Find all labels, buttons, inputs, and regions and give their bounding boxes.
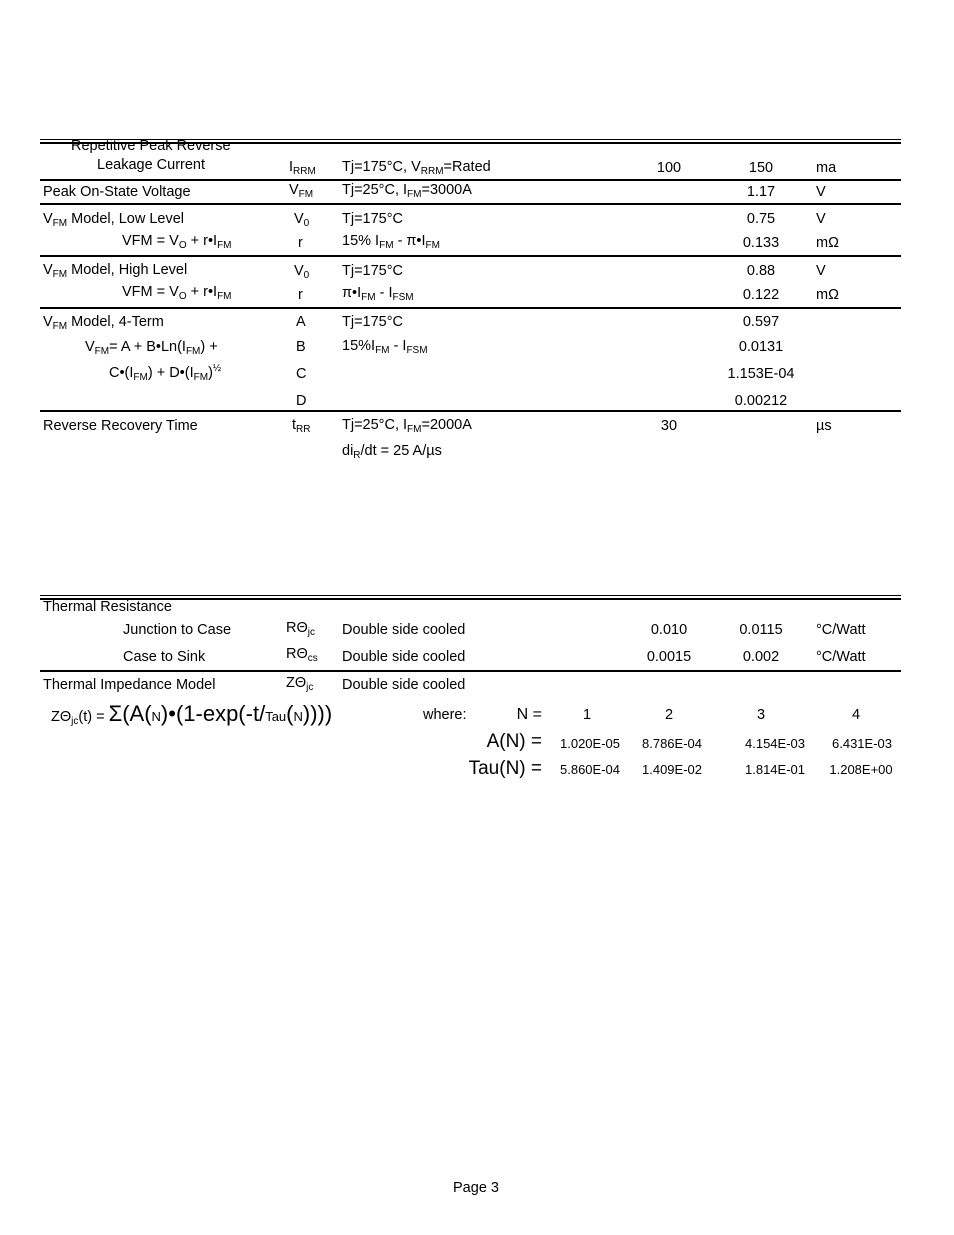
thermal-tau-4: 1.208E+00 bbox=[829, 762, 893, 777]
thermal-header: Thermal Resistance bbox=[43, 599, 172, 615]
row5-symbol-c: C bbox=[296, 366, 307, 382]
row-divider bbox=[40, 179, 901, 181]
thermal-model-label: Thermal Impedance Model bbox=[43, 677, 216, 693]
thermal-tau-1: 5.860E-04 bbox=[560, 762, 620, 777]
row4-formula: VFM = $V_O$ + $r•I_{FM}$ bbox=[122, 284, 232, 302]
row4-unit1: V bbox=[816, 263, 826, 279]
page-number: Page 3 bbox=[453, 1180, 499, 1196]
row1-typ: 100 bbox=[656, 160, 682, 176]
row3-condition1: Tj=175°C bbox=[342, 211, 404, 227]
row2-symbol: $V_{FM}$ bbox=[289, 182, 314, 200]
thermal-jc-label: Junction to Case bbox=[123, 622, 232, 638]
thermal-jc-min: 0.010 bbox=[650, 622, 688, 638]
row5-val-d: 0.00212 bbox=[734, 393, 788, 409]
row1-unit: ma bbox=[816, 160, 837, 176]
thermal-cs-label: Case to Sink bbox=[123, 649, 206, 665]
thermal-a-4: 6.431E-03 bbox=[832, 736, 892, 751]
row1-symbol: $I_{RRM}$ bbox=[289, 159, 316, 177]
thermal-jc-condition: Double side cooled bbox=[342, 622, 466, 638]
thermal-tau-3: 1.814E-01 bbox=[745, 762, 805, 777]
row3-val1: 0.75 bbox=[746, 211, 776, 227]
row6-symbol: $t_{RR}$ bbox=[292, 417, 311, 435]
row3-formula: VFM = $V_O$ + $r•I_{FM}$ bbox=[122, 233, 232, 251]
row5-symbol-d: D bbox=[296, 393, 307, 409]
row5-condition1: Tj=175°C bbox=[342, 314, 404, 330]
row1-max: 150 bbox=[748, 160, 774, 176]
thermal-where: where: bbox=[423, 707, 467, 723]
row4-condition2: $\pi•I_{FM} - I_{FSM}$ bbox=[342, 285, 414, 303]
row6-condition1: Tj=25°C, $I_{FM}=2000A$ bbox=[342, 417, 472, 435]
row-divider bbox=[40, 307, 901, 309]
row5-val-c: 1.153E-04 bbox=[727, 366, 795, 382]
row4-val1: 0.88 bbox=[746, 263, 776, 279]
row3-val2: 0.133 bbox=[742, 235, 780, 251]
row3-unit2: mΩ bbox=[816, 235, 839, 251]
thermal-cs-max: 0.002 bbox=[742, 649, 780, 665]
row5-symbol-b: B bbox=[296, 339, 306, 355]
row6-typ: 30 bbox=[660, 418, 678, 434]
thermal-model-symbol: $Z\Theta_{jc}$ bbox=[286, 675, 314, 693]
thermal-cs-min: 0.0015 bbox=[646, 649, 692, 665]
thermal-a-1: 1.020E-05 bbox=[560, 736, 620, 751]
row4-unit2: mΩ bbox=[816, 287, 839, 303]
row2-unit: V bbox=[816, 184, 826, 200]
thermal-cs-unit: °C/Watt bbox=[816, 649, 866, 665]
thermal-tau-2: 1.409E-02 bbox=[642, 762, 702, 777]
thermal-cs-symbol: $R\Theta_{cs}$ bbox=[286, 646, 318, 664]
thermal-jc-max: 0.0115 bbox=[739, 622, 783, 638]
row6-condition2: $di_R/dt = 25$ A/µs bbox=[342, 443, 442, 461]
row5-formula2: $C•(I_{FM})$ + $D•(I_{FM})^{\frac{1}{2}}$ bbox=[109, 363, 222, 383]
row5-val-a: 0.597 bbox=[742, 314, 780, 330]
thermal-top-rule bbox=[40, 595, 901, 596]
row6-param: Reverse Recovery Time bbox=[43, 418, 198, 434]
row4-param: $V_{FM}$ Model, High Level bbox=[43, 262, 188, 280]
row4-condition1: Tj=175°C bbox=[342, 263, 404, 279]
thermal-a-2: 8.786E-04 bbox=[642, 736, 702, 751]
thermal-row-divider bbox=[40, 670, 901, 672]
thermal-n-3: 3 bbox=[756, 707, 766, 723]
row4-symbol-v0: $V_0$ bbox=[294, 263, 310, 281]
row1-param-line2: Leakage Current bbox=[97, 157, 206, 173]
row4-symbol-r: r bbox=[298, 287, 303, 303]
row5-param: $V_{FM}$ Model, 4-Term bbox=[43, 314, 164, 332]
thermal-n-1: 1 bbox=[582, 707, 592, 723]
thermal-n-label: N = bbox=[516, 706, 542, 723]
row-divider bbox=[40, 255, 901, 257]
row3-condition2: 15% $I_{FM}$ - $\pi•I_{FM}$ bbox=[342, 233, 440, 251]
thermal-a-3: 4.154E-03 bbox=[745, 736, 805, 751]
row6-unit: µs bbox=[816, 418, 832, 434]
thermal-cs-condition: Double side cooled bbox=[342, 649, 466, 665]
row3-unit1: V bbox=[816, 211, 826, 227]
row3-param: $V_{FM}$ Model, Low Level bbox=[43, 211, 184, 229]
thermal-n-4: 4 bbox=[851, 707, 861, 723]
row2-max: 1.17 bbox=[746, 184, 776, 200]
row-divider bbox=[40, 410, 901, 412]
row1-param-line1: Repetitive Peak Reverse bbox=[71, 138, 231, 154]
row-divider bbox=[40, 203, 901, 205]
row5-condition2: $15\%I_{FM} - I_{FSM}$ bbox=[342, 338, 428, 356]
thermal-tau-label: Tau(N) = bbox=[468, 758, 542, 779]
row2-param: Peak On-State Voltage bbox=[43, 184, 191, 200]
row3-symbol-v0: $V_0$ bbox=[294, 211, 310, 229]
thermal-model-condition: Double side cooled bbox=[342, 677, 466, 693]
row5-symbol-a: A bbox=[296, 314, 306, 330]
thermal-jc-symbol: $R\Theta_{jc}$ bbox=[286, 620, 315, 638]
row5-val-b: 0.0131 bbox=[738, 339, 784, 355]
thermal-jc-unit: °C/Watt bbox=[816, 622, 866, 638]
row3-symbol-r: r bbox=[298, 235, 303, 251]
thermal-n-2: 2 bbox=[664, 707, 674, 723]
thermal-equation: $Z\Theta_{jc}(t)$ = Σ(A(N)•(1-exp(-t/Tau(N)))) bbox=[51, 701, 333, 727]
row4-val2: 0.122 bbox=[742, 287, 780, 303]
row5-formula1: $V_{FM}= A$ + $B•Ln(I_{FM})$ + bbox=[85, 339, 218, 357]
row1-condition: Tj=175°C, $V_{RRM}=Rated$ bbox=[342, 159, 491, 177]
row2-condition: Tj=25°C, $I_{FM}=3000A$ bbox=[342, 182, 472, 200]
thermal-a-label: A(N) = bbox=[486, 731, 542, 752]
